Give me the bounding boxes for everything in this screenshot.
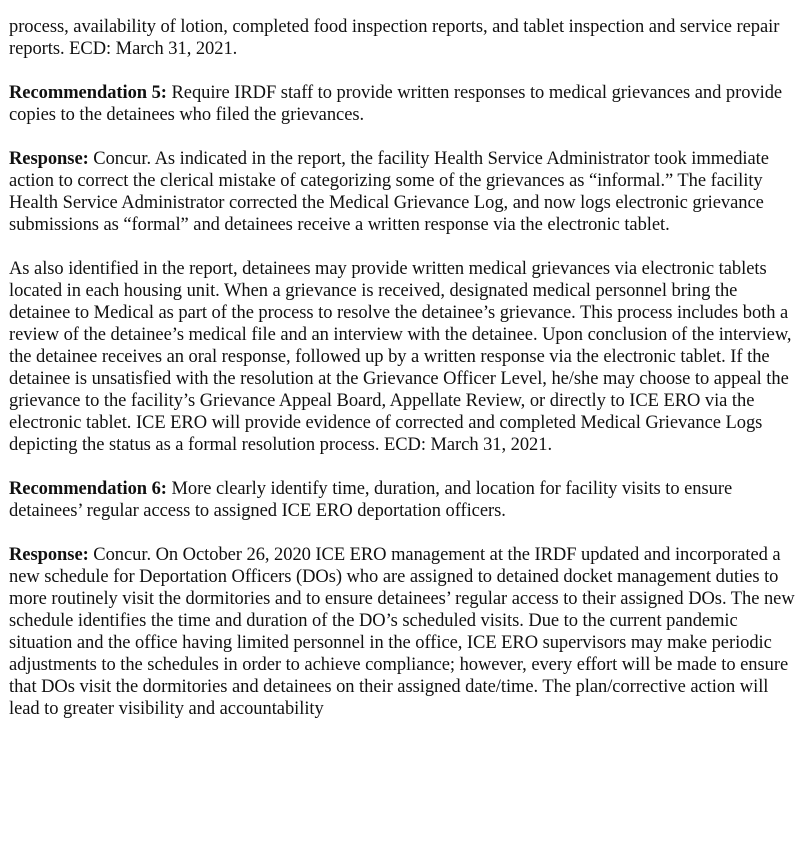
response-6-label: Response: <box>9 545 89 565</box>
response-5 <box>9 148 799 236</box>
response-6 <box>9 544 799 720</box>
recommendation-6-label: Recommendation 6: <box>9 479 167 499</box>
recommendation-5-text: Require IRDF staff to provide written responses to medical grievances and provide copies to the detainees who filed the grievances. <box>9 83 783 125</box>
document-page <box>9 16 799 742</box>
recommendation-5-label: Recommendation 5: <box>9 83 167 103</box>
response-5-text: Concur. As indicated in the report, the facility Health Service Administrator took immediate action to correct the clerical mistake of categorizing some of the grievances as “informal.” The facility Health Service Administrator corrected the Medical Grievance Log, and now logs electronic grievance submissions as “formal” and detainees receive a written response via the electronic tablet. <box>9 149 769 235</box>
recommendation-6 <box>9 478 799 522</box>
response-6-text: Concur. On October 26, 2020 ICE ERO management at the IRDF updated and incorporated a new schedule for Deportation Officers (DOs) who are assigned to detained docket management duties to more routinely visit the dormitories and to ensure detainees’ regular access to their assigned DOs. The new schedule identifies the time and duration of the DO’s scheduled visits. Due to the current pandemic situation and the office having limited personnel in the office, ICE ERO supervisors may make periodic adjustments to the schedules in order to achieve compliance; however, every effort will be made to ensure that DOs visit the dormitories and detainees on their assigned date/time. The plan/corrective action will lead to greater visibility and accountability <box>9 545 795 719</box>
recommendation-6-text: More clearly identify time, duration, and location for facility visits to ensure detainees’ regular access to assigned ICE ERO deportation officers. <box>9 479 733 521</box>
response-5-continued: As also identified in the report, detainees may provide written medical grievances via electronic tablets located in each housing unit. When a grievance is received, designated medical personnel bring the detainee to Medical as part of the process to resolve the detainee’s grievance. This process includes both a review of the detainee’s medical file and an interview with the detainee. Upon conclusion of the interview, the detainee receives an oral response, followed up by a written response via the electronic tablet. If the detainee is unsatisfied with the resolution at the Grievance Officer Level, he/she may choose to appeal the grievance to the facility’s Grievance Appeal Board, Appellate Review, or directly to ICE ERO via the electronic tablet. ICE ERO will provide evidence of corrected and completed Medical Grievance Logs depicting the status as a formal resolution process. ECD: March 31, 2021. <box>9 259 792 455</box>
recommendation-5 <box>9 82 799 126</box>
continued-paragraph: process, availability of lotion, completed food inspection reports, and tablet inspection and service repair reports. ECD: March 31, 2021. <box>9 17 780 59</box>
response-5-label: Response: <box>9 149 89 169</box>
